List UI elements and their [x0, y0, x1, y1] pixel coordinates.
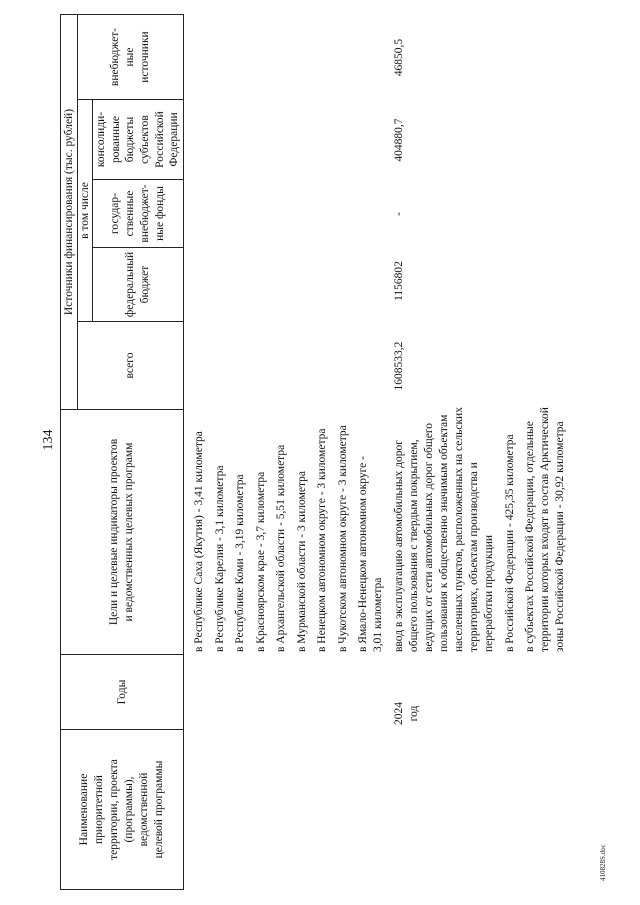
goals-cell — [192, 425, 392, 652]
row-year: 2024 год — [393, 702, 420, 725]
goal-indicator: в Архангельской области - 5,51 километра — [275, 444, 287, 652]
header-state-extrabudgetary-funds: государ- ственные внебюджет- ные фонды — [92, 179, 184, 248]
goal-indicator: в Российской Федерации - 425,35 километра — [503, 434, 516, 652]
header-goals: Цели и целевые индикаторы проектов и ведомственных целевых программ — [60, 409, 184, 655]
value-federal-budget: 1156802 — [393, 261, 405, 301]
goals-cell — [392, 407, 574, 652]
header-years: Годы — [60, 654, 184, 730]
goal-indicator: в Красноярском крае - 3,7 километра — [254, 471, 267, 652]
goal-indicator: в Мурманской области - 3 километра — [295, 471, 308, 652]
header-funding-sources: Источники финансирования (тыс. рублей) — [60, 14, 78, 410]
header-consolidated-regional-budgets: консолиди- рованные бюджеты субъектов Российской Федерации — [92, 99, 184, 180]
goal-indicator: в Республике Коми - 3,19 километра — [234, 474, 246, 652]
value-extrabudgetary-sources: 46850,5 — [393, 38, 405, 77]
footer-filename: 410828S.doc — [599, 844, 607, 881]
page-number: 134 — [41, 429, 56, 451]
goal-indicator: ввод в эксплуатацию автомобильных дорог общего пользования с твердым покрытием, ведущих от сети автомобильных дорог общего пользования к общественно значимым объектам населенных пунктов, расположенных на сельских территориях, объектам производства и переработки продукции — [393, 407, 495, 652]
value-consolidated-regional-budgets: 404880,7 — [393, 118, 405, 162]
goal-indicator: в Республике Саха (Якутия) - 3,41 километра — [193, 431, 205, 652]
goal-indicator: в Ямало-Ненецком автономном округе - 3,01 километра — [357, 456, 384, 652]
header-total: всего — [77, 321, 184, 410]
goal-indicator: в Ненецком автономном округе - 3 километра — [316, 428, 328, 652]
header-including: в том числе — [77, 99, 93, 322]
header-name: Наименование приоритетной территории, проекта (программы), ведомственной целевой программы — [60, 729, 184, 890]
header-federal-budget: федеральный бюджет — [92, 247, 184, 322]
goal-indicator: в Чукотском автономном округе - 3 километра — [336, 425, 349, 652]
goal-indicator: в Республике Карелия - 3,1 километра — [213, 465, 226, 652]
value-state-extrabudgetary-funds: - — [393, 212, 405, 216]
goal-indicator: в субъектах Российской Федерации, отдельные территории которых входят в состав Арктической зоны Российской Федерации - 30,92 километра — [524, 407, 566, 652]
header-extrabudgetary-sources: внебюджет- ные источники — [77, 14, 184, 100]
value-total: 1608533,2 — [393, 341, 405, 391]
